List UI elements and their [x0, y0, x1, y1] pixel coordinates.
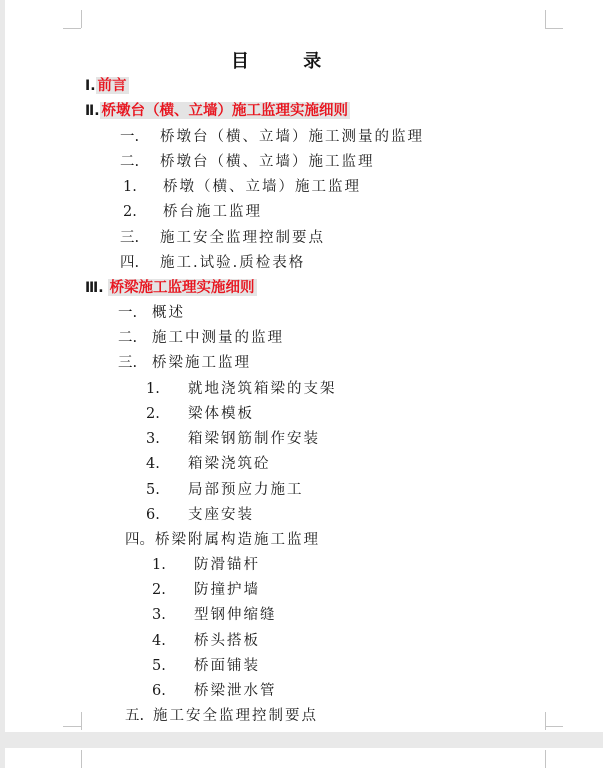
- section-title: 桥梁施工监理实施细则: [109, 279, 255, 296]
- entry-text: 桥梁施工监理: [152, 355, 251, 371]
- entry-label: 三.: [118, 355, 138, 371]
- entry-label: 2.: [123, 204, 137, 220]
- toc-entry[interactable]: [146, 379, 337, 399]
- crop-mark: [545, 28, 563, 29]
- section-number: Ⅰ.: [85, 78, 96, 94]
- document-page: [5, 0, 603, 732]
- entry-text: 箱梁浇筑砼: [188, 456, 271, 472]
- toc-entry[interactable]: [125, 530, 320, 550]
- entry-text: 型钢伸缩缝: [194, 607, 277, 623]
- toc-entry[interactable]: [123, 202, 262, 222]
- toc-entry[interactable]: [152, 631, 260, 651]
- crop-mark: [81, 10, 82, 28]
- entry-text: 箱梁钢筋制作安装: [188, 431, 320, 447]
- toc-section-2[interactable]: [85, 101, 350, 121]
- entry-label: 4.: [146, 456, 160, 472]
- crop-mark: [81, 712, 82, 730]
- entry-label: 6.: [152, 683, 166, 699]
- entry-label: 二.: [118, 330, 138, 346]
- toc-entry[interactable]: [152, 555, 260, 575]
- entry-label: 一.: [118, 305, 138, 321]
- entry-label: 三.: [120, 230, 140, 246]
- entry-text: 桥面铺装: [194, 658, 260, 674]
- entry-label: 2.: [146, 406, 160, 422]
- crop-mark: [545, 750, 546, 768]
- toc-entry[interactable]: [123, 177, 361, 197]
- crop-mark: [63, 28, 81, 29]
- toc-section-3[interactable]: [85, 278, 257, 298]
- toc-entry[interactable]: [120, 152, 375, 172]
- toc-entry[interactable]: [118, 303, 185, 323]
- entry-label: 5.: [146, 482, 160, 498]
- entry-label: 四。: [125, 532, 154, 548]
- entry-text: 防滑锚杆: [194, 557, 260, 573]
- entry-label: 1.: [146, 381, 160, 397]
- toc-entry[interactable]: [125, 706, 318, 726]
- toc-entry[interactable]: [146, 404, 254, 424]
- toc-entry[interactable]: [120, 228, 325, 248]
- section-number: Ⅱ.: [85, 103, 100, 119]
- toc-entry[interactable]: [146, 454, 271, 474]
- section-title: 桥墩台（横、立墙）施工监理实施细则: [101, 102, 349, 119]
- crop-mark: [81, 750, 82, 768]
- entry-text: 就地浇筑箱梁的支架: [188, 381, 337, 397]
- entry-text: 桥墩（横、立墙）施工监理: [163, 179, 361, 195]
- entry-label: 4.: [152, 633, 166, 649]
- crop-mark: [545, 10, 546, 28]
- entry-label: 二.: [120, 154, 140, 170]
- entry-text: 防撞护墙: [194, 582, 260, 598]
- toc-entry[interactable]: [146, 480, 304, 500]
- entry-text: 桥梁附属构造施工监理: [155, 532, 320, 548]
- toc-entry[interactable]: [120, 127, 424, 147]
- entry-label: 四.: [120, 255, 140, 271]
- toc-entry[interactable]: [118, 353, 251, 373]
- entry-text: 桥墩台（横、立墙）施工测量的监理: [160, 129, 424, 145]
- toc-title: 目 录: [231, 51, 346, 72]
- entry-label: 1.: [152, 557, 166, 573]
- entry-label: 五.: [125, 708, 145, 724]
- entry-text: 局部预应力施工: [188, 482, 304, 498]
- toc-entry[interactable]: [146, 429, 320, 449]
- entry-text: 桥墩台（横、立墙）施工监理: [160, 154, 375, 170]
- toc-entry[interactable]: [152, 580, 260, 600]
- entry-label: 5.: [152, 658, 166, 674]
- toc-entry[interactable]: [152, 656, 260, 676]
- entry-label: 3.: [152, 607, 166, 623]
- section-title: 前言: [97, 77, 127, 94]
- entry-text: 桥梁泄水管: [194, 683, 277, 699]
- next-page: [5, 748, 603, 768]
- toc-entry[interactable]: [120, 253, 305, 273]
- entry-text: 施工安全监理控制要点: [153, 708, 318, 724]
- section-number: Ⅲ.: [85, 280, 104, 296]
- entry-text: 概述: [152, 305, 185, 321]
- entry-text: 施工.试验.质检表格: [160, 255, 306, 271]
- toc-entry[interactable]: [152, 605, 277, 625]
- entry-text: 梁体模板: [188, 406, 254, 422]
- toc-entry[interactable]: [146, 505, 254, 525]
- entry-label: 一.: [120, 129, 140, 145]
- toc-entry[interactable]: [118, 328, 284, 348]
- entry-text: 施工安全监理控制要点: [160, 230, 325, 246]
- entry-text: 施工中测量的监理: [152, 330, 284, 346]
- entry-label: 1.: [123, 179, 137, 195]
- entry-text: 桥台施工监理: [163, 204, 262, 220]
- entry-label: 3.: [146, 431, 160, 447]
- crop-mark: [545, 712, 546, 730]
- entry-label: 2.: [152, 582, 166, 598]
- entry-text: 桥头搭板: [194, 633, 260, 649]
- entry-text: 支座安装: [188, 507, 254, 523]
- entry-label: 6.: [146, 507, 160, 523]
- toc-section-1[interactable]: [85, 76, 129, 96]
- toc-entry[interactable]: [152, 681, 277, 701]
- crop-mark: [545, 726, 563, 727]
- crop-mark: [63, 726, 81, 727]
